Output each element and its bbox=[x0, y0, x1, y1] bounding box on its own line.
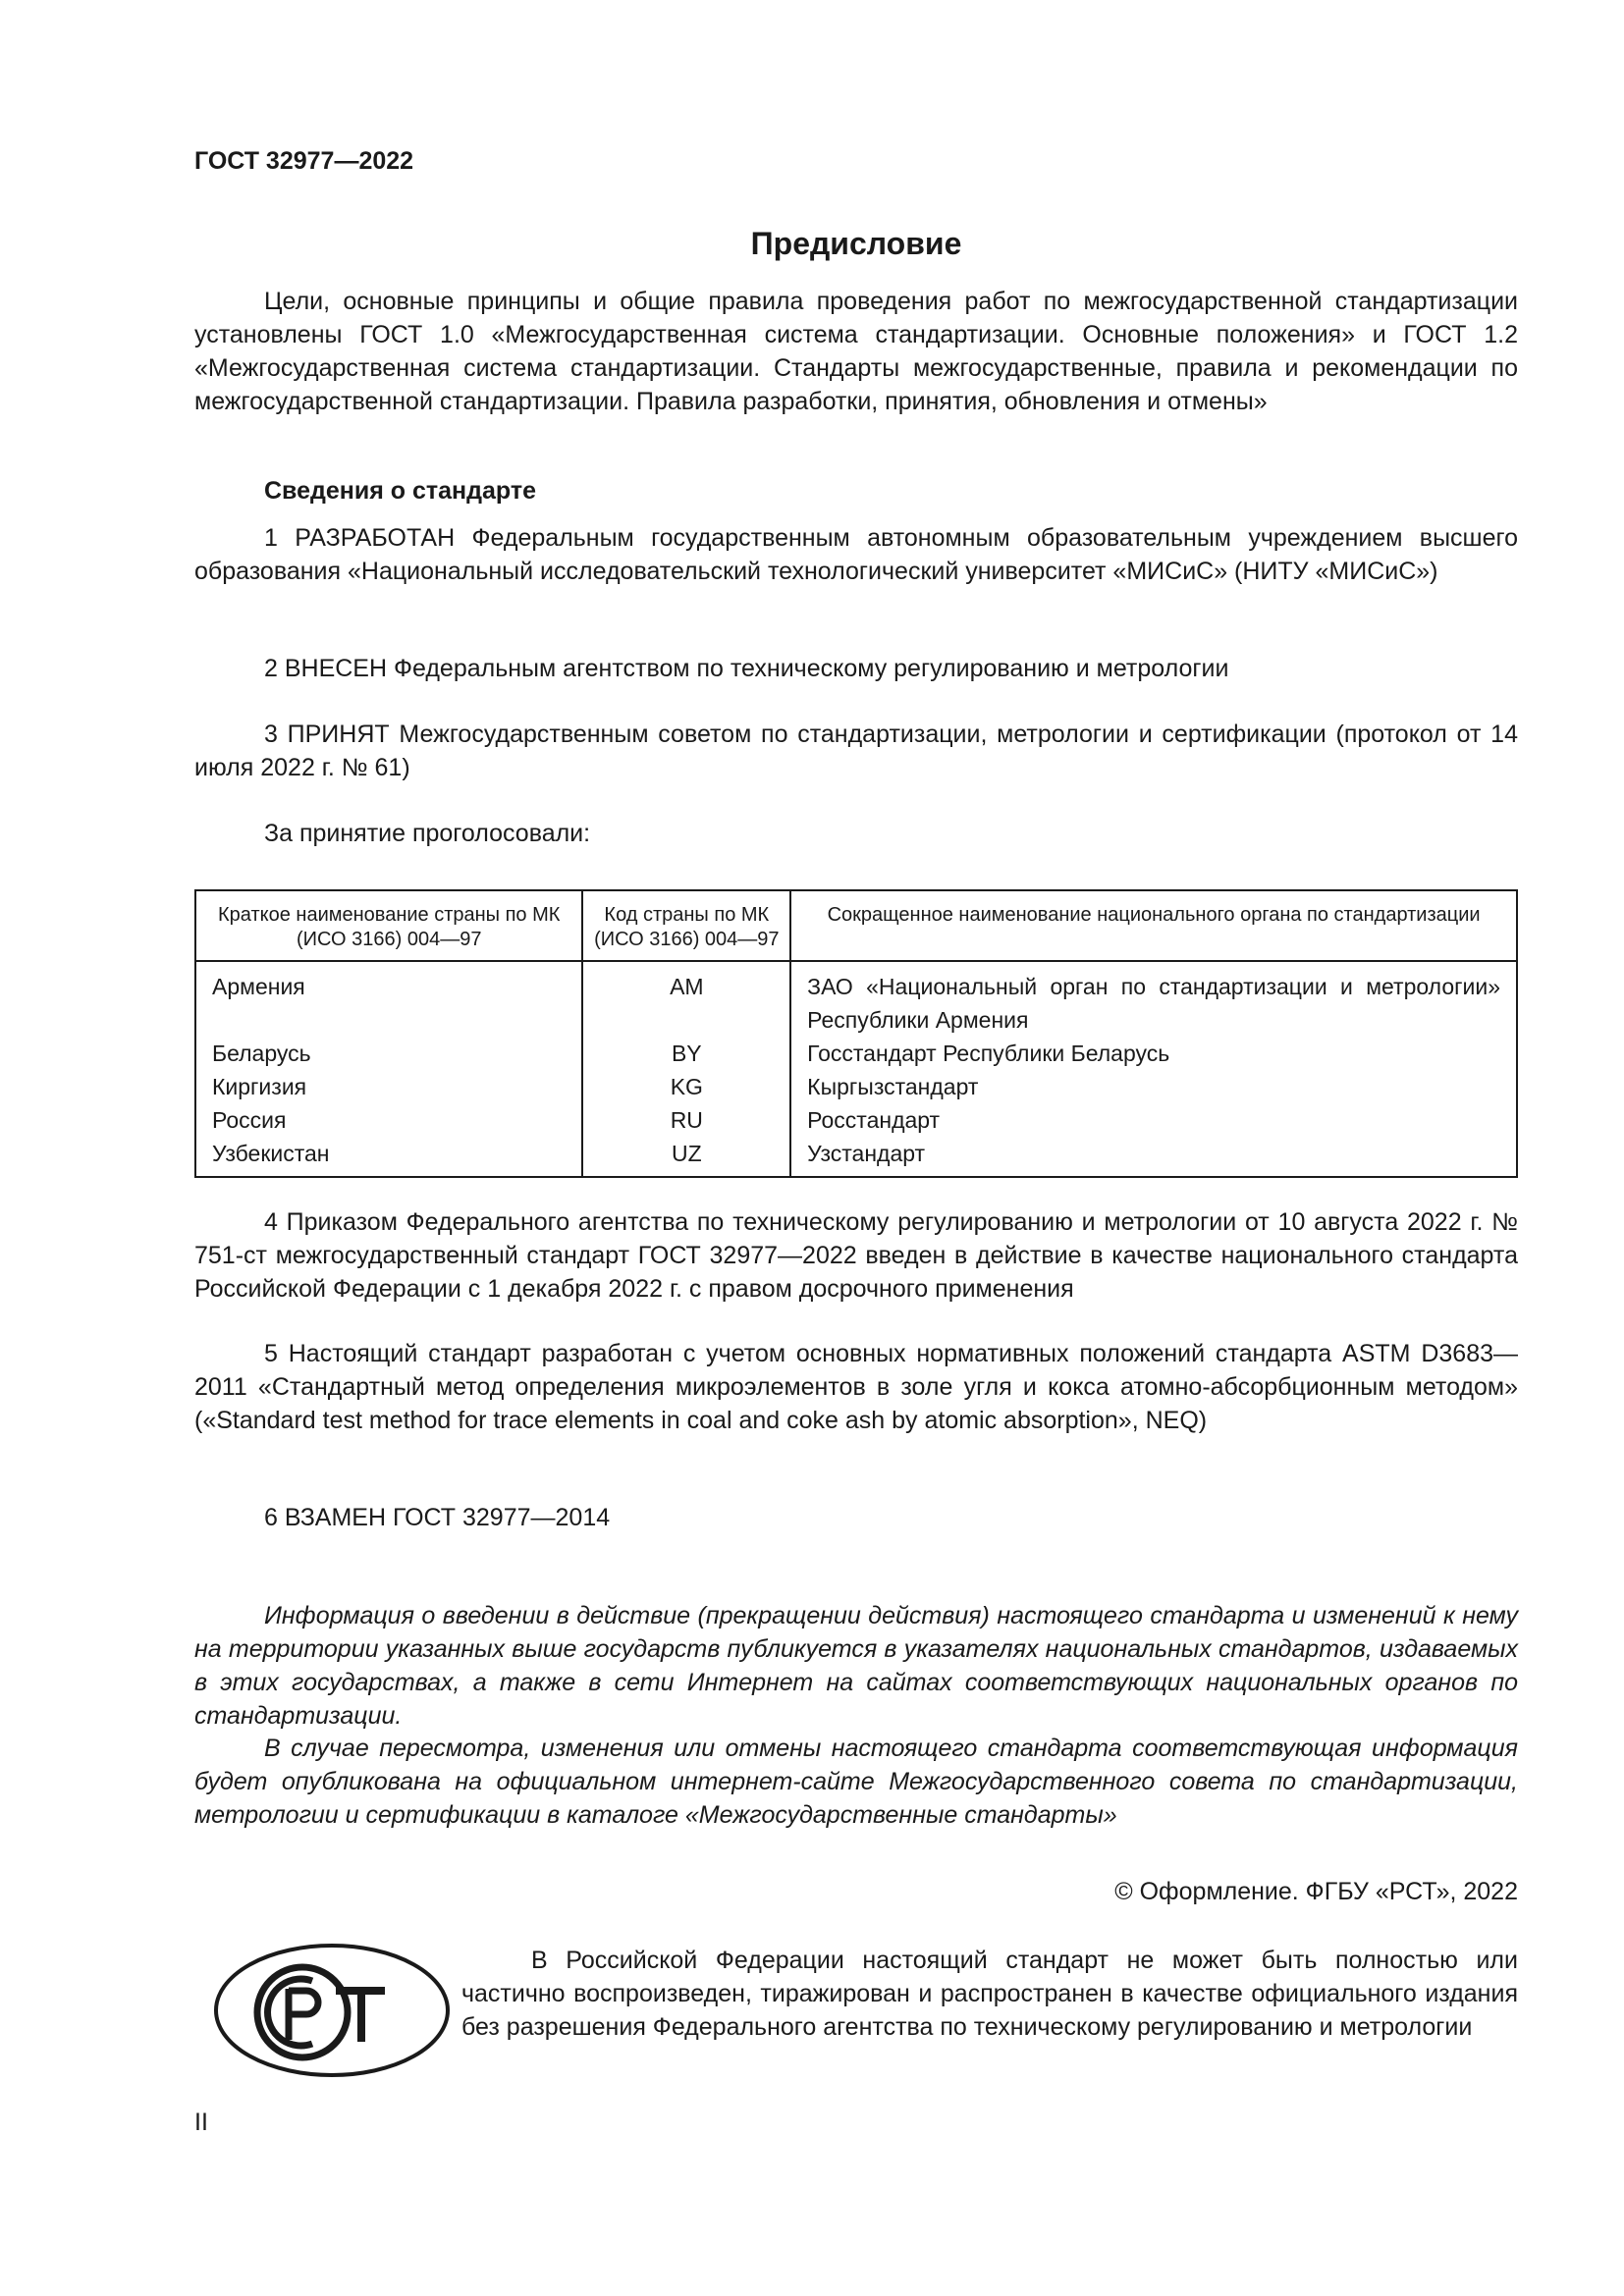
item-developed: 1 РАЗРАБОТАН Федеральным государственным автономным образовательным учреждением высшего образования «Национальный исследовательский технологический университет «МИСиС» (НИТУ «МИСиС») bbox=[194, 524, 1518, 585]
country-name: Киргизия bbox=[212, 1074, 307, 1099]
country-name: Армения bbox=[212, 974, 305, 999]
standard-code-header: ГОСТ 32977—2022 bbox=[194, 147, 414, 175]
reproduction-notice: В Российской Федерации настоящий стандарт не может быть полностью или частично воспроизведен, тиражирован и распространен в качестве официального издания без разрешения Федерального агентства по техническому регулированию и метрологии bbox=[461, 1947, 1518, 2041]
table-row bbox=[195, 1070, 1517, 1103]
country-name: Россия bbox=[212, 1107, 287, 1133]
country-code: KG bbox=[582, 1070, 790, 1103]
copyright-line: © Оформление. ФГБУ «РСТ», 2022 bbox=[1114, 1878, 1518, 1905]
table-header-row bbox=[195, 890, 1517, 961]
country-code: UZ bbox=[582, 1137, 790, 1177]
section-heading: Сведения о стандарте bbox=[264, 477, 537, 505]
country-name: Беларусь bbox=[212, 1041, 311, 1066]
item-basis: 5 Настоящий стандарт разработан с учетом основных нормативных положений стандарта ASTM D3683—2011 «Стандартный метод определения микроэлементов в золе угля и кокса атомно-абсорбционным методом» («Standard test method for trace elements in coal and coke ash by atomic absorption», NEQ) bbox=[194, 1340, 1518, 1434]
country-name: Узбекистан bbox=[212, 1141, 330, 1166]
table-row bbox=[195, 961, 1517, 1037]
info-note-revision: В случае пересмотра, изменения или отмены настоящего стандарта соответствующая информация будет опубликована на официальном интернет-сайте Межгосударственного совета по стандартизации, метрологии и сертификации в каталоге «Межгосударственные стандарты» bbox=[194, 1735, 1518, 1829]
standards-body: Росстандарт bbox=[790, 1103, 1517, 1137]
country-code: BY bbox=[582, 1037, 790, 1070]
standards-body: Госстандарт Республики Беларусь bbox=[790, 1037, 1517, 1070]
pst-certification-mark-icon bbox=[212, 1942, 452, 2079]
table-row bbox=[195, 1037, 1517, 1070]
table-header-country: Краткое наименование страны по МК (ИСО 3166) 004—97 bbox=[195, 890, 582, 961]
item-adopted: 3 ПРИНЯТ Межгосударственным советом по стандартизации, метрологии и сертификации (протокол от 14 июля 2022 г. № 61) bbox=[194, 721, 1518, 781]
table-header-code: Код страны по МК (ИСО 3166) 004—97 bbox=[582, 890, 790, 961]
standards-body: Узстандарт bbox=[790, 1137, 1517, 1177]
item-introduced: 2 ВНЕСЕН Федеральным агентством по техническому регулированию и метрологии bbox=[264, 655, 1229, 682]
page-number: II bbox=[194, 2109, 208, 2136]
voting-countries-table bbox=[194, 889, 1518, 1178]
voted-label: За принятие проголосовали: bbox=[264, 820, 591, 847]
item-order: 4 Приказом Федерального агентства по техническому регулированию и метрологии от 10 августа 2022 г. № 751-ст межгосударственный стандарт ГОСТ 32977—2022 введен в действие в качестве национального стандарта Российской Федерации с 1 декабря 2022 г. с правом досрочного применения bbox=[194, 1208, 1518, 1303]
item-replaces: 6 ВЗАМЕН ГОСТ 32977—2014 bbox=[264, 1504, 611, 1531]
country-code: AM bbox=[582, 961, 790, 1037]
page-title: Предисловие bbox=[750, 226, 962, 261]
intro-paragraph: Цели, основные принципы и общие правила проведения работ по межгосударственной стандартизации установлены ГОСТ 1.0 «Межгосударственная система стандартизации. Основные положения» и ГОСТ 1.2 «Межгосударственная система стандартизации. Стандарты межгосударственные, правила и рекомендации по межгосударственной стандартизации. Правила разработки, принятия, обновления и отмены» bbox=[194, 288, 1518, 415]
info-note-publication: Информация о введении в действие (прекращении действия) настоящего стандарта и изменений к нему на территории указанных выше государств публикуется в указателях национальных стандартов, издаваемых в этих государствах, а также в сети Интернет на сайтах соответствующих национальных органов по стандартизации. bbox=[194, 1602, 1518, 1730]
table-row bbox=[195, 1137, 1517, 1177]
table-row bbox=[195, 1103, 1517, 1137]
standards-body: Кыргызстандарт bbox=[790, 1070, 1517, 1103]
table-header-body: Сокращенное наименование национального органа по стандартизации bbox=[790, 890, 1517, 961]
country-code: RU bbox=[582, 1103, 790, 1137]
standards-body: ЗАО «Национальный орган по стандартизации и метрологии» Республики Армения bbox=[790, 961, 1517, 1037]
